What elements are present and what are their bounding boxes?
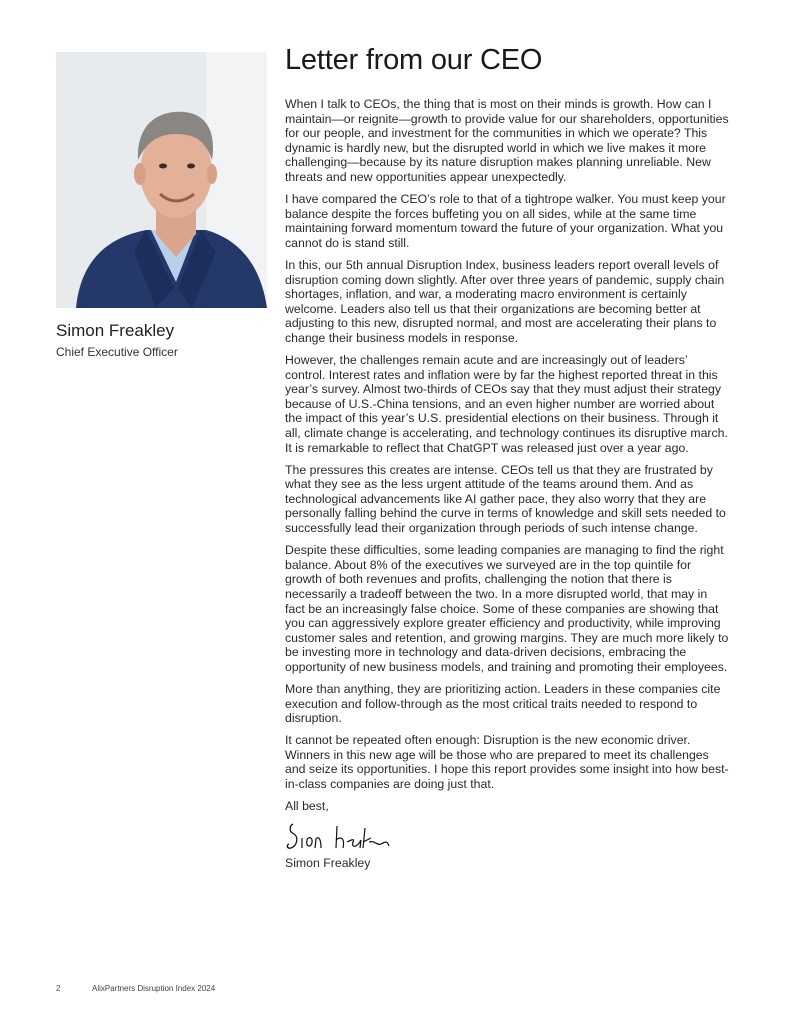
letter-paragraph: The pressures this creates are intense. CEOs tell us that they are frustrated by what they see as the less urgent attitude of the teams around them. And as technological advancements like AI gather pace, they also worry that they are personally falling behind the curve in terms of knowledge and skill sets needed to successfully lead their organization through periods of such intense change. [285,462,726,536]
page-footer [56,984,216,993]
letter-paragraph: I have compared the CEO’s role to that of a tightrope walker. You must keep your balance despite the forces buffeting you on all sides, while at the same time maintaining forward momentum toward the future of your organization. What you cannot do is stand still. [285,192,726,250]
letter-paragraph: However, the challenges remain acute and are increasingly out of leaders’ control. Interest rates and inflation were by far the highest reported threat in this year’s survey. Almost two-thirds of CEOs say that they must adjust their strategy because of U.S.-China tensions, and an even higher number are worried about the impact of this year’s U.S. presidential elections on their business. Through it all, climate change is accelerating, and technology continues its disruptive march. It is remarkable to reflect that ChatGPT was released just over a year ago. [285,353,728,455]
handwritten-signature [285,820,395,854]
letter-paragraph: More than anything, they are prioritizing action. Leaders in these companies cite execution and follow-through as the most critical traits needed to respond to disruption. [285,681,721,726]
portrait-illustration [56,52,267,308]
letter-body [285,97,730,870]
author-name: Simon Freakley [56,321,175,340]
publication-name: AlixPartners Disruption Index 2024 [92,984,216,993]
page-number: 2 [56,984,61,993]
page-title: Letter from our CEO [285,44,543,76]
letter-paragraph: When I talk to CEOs, the thing that is most on their minds is growth. How can I maintain—or reignite—growth to provide value for our shareholders, opportunities for our people, and investment for the communities in which we operate? This dynamic is hardly new, but the disrupted world in which we live makes it more challenging—because by its nature disruption makes planning unreliable. New threats and new opportunities appear unexpectedly. [285,97,729,184]
closing: All best, [285,799,329,814]
signed-name: Simon Freakley [285,855,371,870]
author-role: Chief Executive Officer [56,345,178,359]
letter-paragraph: Despite these difficulties, some leading companies are managing to find the right balance. About 8% of the executives we surveyed are in the top quintile for growth of both revenues and profits, challenging the notion that there is necessarily a tradeoff between the two. In a more disrupted world, that may in fact be an increasingly false choice. Some of these companies are showing that you can aggressively explore greater efficiency and productivity, while improving customer sales and retention, and growing margins. They are much more likely to be investing more in technology and data-driven decisions, embracing the opportunity of new business models, and training and promoting their employees. [285,543,729,674]
letter-paragraph: In this, our 5th annual Disruption Index, business leaders report overall levels of disruption coming down slightly. After over three years of pandemic, supply chain shortages, inflation, and war, a moderating macro environment is certainly welcome. Leaders also tell us that their organizations are becoming better at adjusting to this new, disrupted normal, and most are accelerating their plans to change their business models in response. [285,257,725,345]
letter-paragraph: It cannot be repeated often enough: Disruption is the new economic driver. Winners in this new age will be those who are prepared to meet its challenges and seize its opportunities. I hope this report provides some insight into how best-in-class companies are doing just that. [285,733,729,792]
ceo-portrait-photo [56,52,267,308]
